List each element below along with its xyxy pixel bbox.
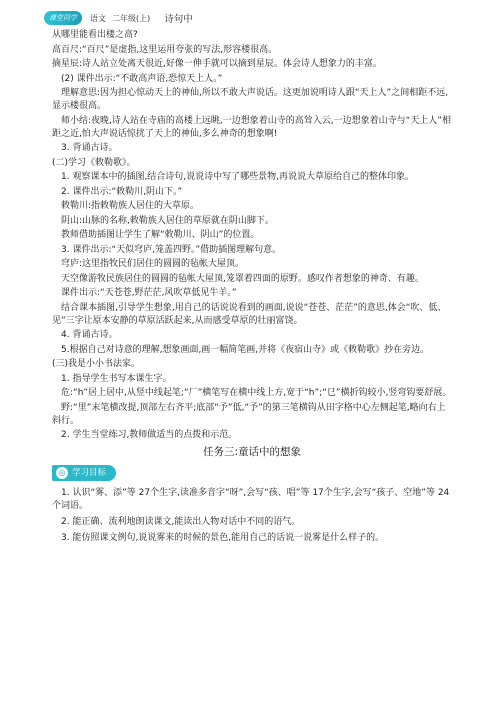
paragraph: 5.根据自己对诗意的理解,想象画面,画一幅简笔画,并将《夜宿山寺》或《敕勒歌》抄在旁边。 <box>61 344 430 355</box>
paragraph: 4. 背诵古诗。 <box>61 330 118 340</box>
paragraph: 2. 课件出示:“敕勒川,阴山下。” <box>61 186 183 197</box>
paragraph: 课件出示:“天苍苍,野茫茫,风吹草低见牛羊。” <box>61 288 237 298</box>
paragraph: 危:“h”居上居中,从竖中线起笔;“厂”横笔写在横中线上方,宽于“h”;“㔾”横折钩较小,竖弯钩要舒展。 <box>61 388 452 398</box>
section-heading: (三)我是小小书法家。 <box>52 359 141 369</box>
paragraph: (2) 课件出示:“不敢高声语,恐惊天上人。” <box>61 73 223 84</box>
brand-logo: 课堂同学 <box>44 11 82 25</box>
paragraph: 敕勒川:指敕勒族人居住的大草原。 <box>61 201 200 211</box>
paragraph: 理解意思:因为担心惊动天上的神仙,所以不敢大声说话。这更加说明诗人跟“天上人”之间相距不远,显示楼很高。 <box>52 88 449 111</box>
lesson-body <box>52 29 452 548</box>
badge-label: 学习目标 <box>72 467 107 478</box>
task-title: 任务三:童话中的想象 <box>202 446 302 458</box>
subject-label: 语文 <box>90 13 106 23</box>
header-title: 诗句中 <box>164 14 193 25</box>
paragraph: 1. 指导学生书写本课生字。 <box>61 373 172 384</box>
objective-item: 1. 认识“雾、添”等 27个生字,读准多音字“呀”,会写“孩、唱”等 17个生字,会写“孩子、空地”等 24个词语。 <box>52 488 450 511</box>
paragraph: 结合课本插图,引导学生想象,用自己的话说说看到的画面,说说“苍苍、茫茫”的意思,体会“吹、低、见”三字让原本安静的草原活跃起来,从而感受草原的壮丽富饶。 <box>52 302 447 326</box>
paragraph: 野:“里”末笔横改提,顶部左右齐平;底部“予”低,“予”的第三笔横钩从田字格中心左侧起笔,略向右上斜行。 <box>52 402 446 426</box>
section-heading: (二)学习《敕勒歌》。 <box>52 157 136 168</box>
paragraph: 穹庐:这里指牧民们居住的圆圆的毡帐大屋顶。 <box>61 259 245 269</box>
paragraph: 师小结:夜晚,诗人站在寺庙的高楼上远眺,一边想象着山寺的高耸入云,一边想象着山寺与“天上人”相距之近,怕大声说话惊扰了天上的神仙,多么神奇的想象啊! <box>52 115 451 139</box>
objectives-list <box>52 487 452 545</box>
paragraph: 3. 背诵古诗。 <box>61 143 118 153</box>
objective-item: 2. 能正确、流利地朗读课文,能读出人物对话中不同的语气。 <box>61 517 301 527</box>
grade-label: 二年级(上) <box>112 13 151 23</box>
paragraph: 摘星辰:诗人站立处离天很近,好像一伸手就可以摘到星辰。体会诗人想象力的丰富。 <box>52 59 382 69</box>
paragraph: 3. 课件出示:“天似穹庐,笼盖四野。”借助插图理解句意。 <box>61 244 282 255</box>
paragraph: 1. 观察课本中的插图,结合诗句,说说诗中写了哪些景物,再说说大草原给自己的整体印象。 <box>61 172 415 182</box>
paragraph: 阴山:山脉的名称,敕勒族人居住的草原就在阴山脚下。 <box>61 215 274 226</box>
learning-goals-badge <box>52 465 116 481</box>
objective-item: 3. 能仿照课文例句,说说雾来的时候的景色,能用自己的话说一说雾是什么样子的。 <box>61 533 385 543</box>
page-header <box>44 8 193 28</box>
target-icon: ◎ <box>56 467 68 479</box>
paragraph: 从哪里能看出楼之高? <box>52 30 138 40</box>
paragraph: 2. 学生当堂练习,教师做适当的点拨和示范。 <box>61 430 238 440</box>
paragraph: 天空像游牧民族居住的圆圆的毡帐大屋顶,笼罩着四面的原野。感叹作者想象的神奇、有趣。 <box>61 273 424 284</box>
paragraph: 教师借助插图让学生了解“敕勒川、阴山”的位置。 <box>61 230 260 240</box>
paragraph: 高百尺:“百尺”是虚指,这里运用夸张的写法,形容楼很高。 <box>52 44 278 55</box>
